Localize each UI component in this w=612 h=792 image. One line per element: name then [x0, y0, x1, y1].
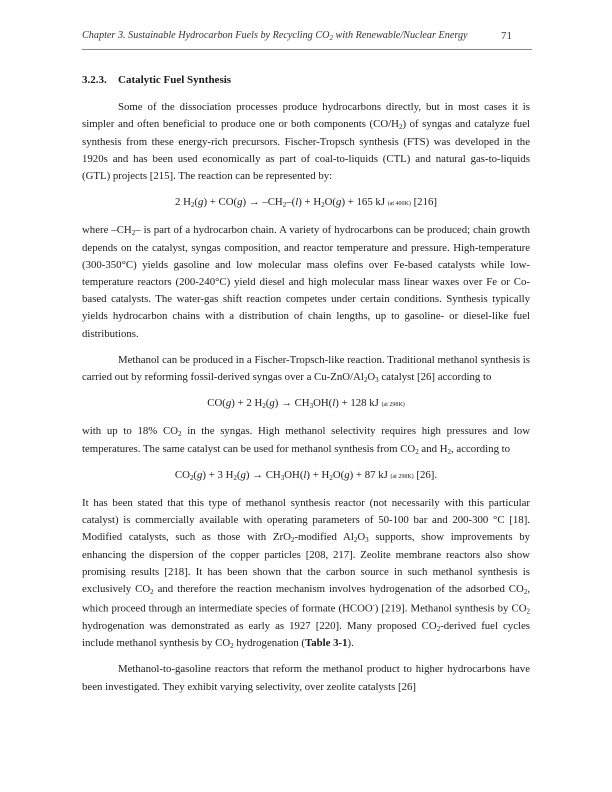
paragraph-1: Some of the dissociation processes produce hydrocarbons directly, but in most cases it is simpler and often beneficial to produce one or both components $(CO/H_2)$ of syngas and catalyze fuel synthesis from these energy-rich precursors. Fischer-Tropsch synthesis (FTS) was developed in the 1920s and has been used economically as part of coal-to-liquids (CTL) and natural gas-to-liquids (GTL) projects [215]. The reaction can be represented by: [82, 101, 530, 183]
paragraph-5: It has been stated that this type of methanol synthesis reactor (not necessarily with this particular catalyst) is commercially available with operating parameters of 50-100 bar and 200-300 °C [18]. Modified catalysts, such as those with ZrO$_2$-modified $Al_2O_3$ supports, show improvements by enhancing the dispersion of the copper particles [208, 217]. Zeolite membrane reactors also show promising results [218]. It has been shown that the carbon source in such methanol synthesis is exclusively $CO_2$ and therefore the reaction mechanism involves hydrogenation of the adsorbed $CO_2$, which proceed through an intermediate species of formate (HCOO-) [219]. Methanol synthesis by $CO_2$ hydrogenation was demonstrated as early as 1927 [220]. Many proposed $CO_2$-derived fuel cycles include methanol synthesis by $CO_2$ hydrogenation (Table 3-1). [82, 497, 531, 651]
paragraph-4: with up to 18% $CO_2$ in the syngas. High methanol selectivity requires high pressures and low temperatures. The same catalyst can be used for methanol synthesis from $CO_2$ and $H_2$, according to [82, 425, 530, 456]
header-rule [82, 49, 532, 50]
equation-methanol-co: CO(g) + 2 $H_2(g) \to CH_3OH(l) + 128$ kJ (at 298K) [207, 397, 405, 411]
section-heading [82, 72, 530, 89]
equation-methanol-co2: $CO_2(g) + 3$ $H_2(g) \to CH_3OH(l) + H_2O(g) + 87$ kJ (at 298K) [26]. [174, 468, 438, 482]
running-header [82, 30, 512, 48]
section-title: Catalytic Fuel Synthesis [118, 74, 232, 86]
paragraph-6: Methanol-to-gasoline reactors that reform the methanol product to higher hydrocarbons have been investigated. They exhibit varying selectivity, over zeolite catalysts [26] [82, 663, 530, 693]
paragraph-2: where $-CH_2-$ is part of a hydrocarbon chain. A variety of hydrocarbons can be produced; chain growth depends on the catalyst, syngas composition, and reactor temperature and pressure. High-temperature (300-350°C) yields gasoline and low molecular mass olefins over Fe-based catalysts while low-temperature reactors (200-240°C) yield diesel and high molecular mass linear waxes over Fe or Co-based catalysts. The water-gas shift reaction competes under certain conditions. Synthesis typically yields hydrocarbon chains with a distribution of chain lengths, up to gasoline- or diesel-like fuel distributions. [82, 224, 530, 340]
equation-fts: 2 $H_2(g) + CO(g) \to -CH_2-(l) + H_2O(g) + 165$ kJ (at 400K) [216] [175, 196, 437, 210]
chapter-title: Chapter 3. Sustainable Hydrocarbon Fuels by Recycling $CO_2$ with Renewable/Nuclear Energy [82, 30, 468, 42]
page-number: 71 [501, 30, 512, 42]
section-number: 3.2.3. [82, 74, 107, 86]
main-text [82, 72, 530, 705]
paragraph-3: Methanol can be produced in a Fischer-Tropsch-like reaction. Traditional methanol synthesis is carried out by reforming fossil-derived syngas over a $Cu-ZnO/Al_2O_3$ catalyst [26] according to [82, 353, 530, 385]
